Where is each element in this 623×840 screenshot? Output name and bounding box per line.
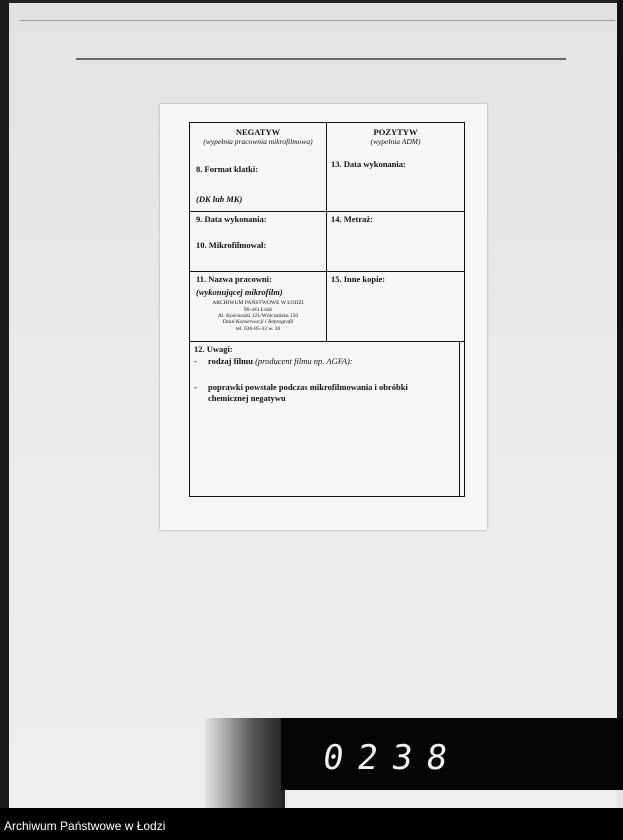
film-edge-left [0,0,9,808]
field-9-10-cell [190,212,327,272]
negatyw-subtitle: (wypełnia pracownia mikrofilmowa) [203,137,313,147]
field-12-label: 12. Uwagi: [194,344,233,354]
field-15-label: 15. Inne kopie: [331,274,386,284]
field-12-cell [190,342,460,496]
note-1-text: rodzaj filmu [208,356,253,367]
field-9-label: 9. Data wykonania: [196,214,267,224]
field-10-label: 10. Mikrofilmował: [196,240,267,251]
counter-shadow [205,718,285,808]
stamp-line: 90-441 Łódź [243,306,273,313]
divider [20,20,615,21]
form-table [189,122,465,497]
field-8-label: 8. Format klatki: [196,164,259,175]
pozytyw-cell [327,123,464,212]
stamp-line: ARCHIWUM PAŃSTWOWE W ŁODZI [212,300,304,307]
field-15-cell [327,272,464,342]
bullet: - [194,382,197,393]
field-11-label: 11. Nazwa pracowni: [196,274,272,284]
negatyw-cell [190,123,327,212]
workshop-stamp [196,300,320,332]
field-8-hint: (DK lub MK) [196,194,243,205]
stamp-line: Al. Kościuszki 121/Wólczańska 150 [217,313,299,319]
frame-counter-box [281,718,623,790]
field-14-cell [327,212,464,272]
note-1-hint: (producent filmu np. AGFA): [255,356,353,367]
field-13-label: 13. Data wykonania: [331,159,406,170]
field-11-cell [190,272,327,342]
note-item [194,356,455,366]
field-14-label: 14. Metraż: [331,214,374,224]
negatyw-title: NEGATYW [235,127,281,137]
pozytyw-title: POZYTYW [373,127,418,137]
bullet: - [194,356,197,367]
stamp-line: tel. 636-85-33 w. 16 [235,325,281,332]
note-item [194,382,455,402]
frame-counter: 0238 [320,738,464,778]
field-11-hint: (wykonującej mikrofilm) [196,287,283,298]
film-edge-right [617,0,623,720]
archive-footer: Archiwum Państwowe w Łodzi [0,808,623,840]
pozytyw-subtitle: (wypełnia ADM) [370,137,421,147]
note-2-text: poprawki powstałe podczas mikrofilmowania i obróbki chemicznej negatywu [208,382,408,403]
stamp-line: Dział Konserwacji i Reprografii [222,319,294,326]
film-edge-top [0,0,623,3]
board-edge [76,58,566,60]
